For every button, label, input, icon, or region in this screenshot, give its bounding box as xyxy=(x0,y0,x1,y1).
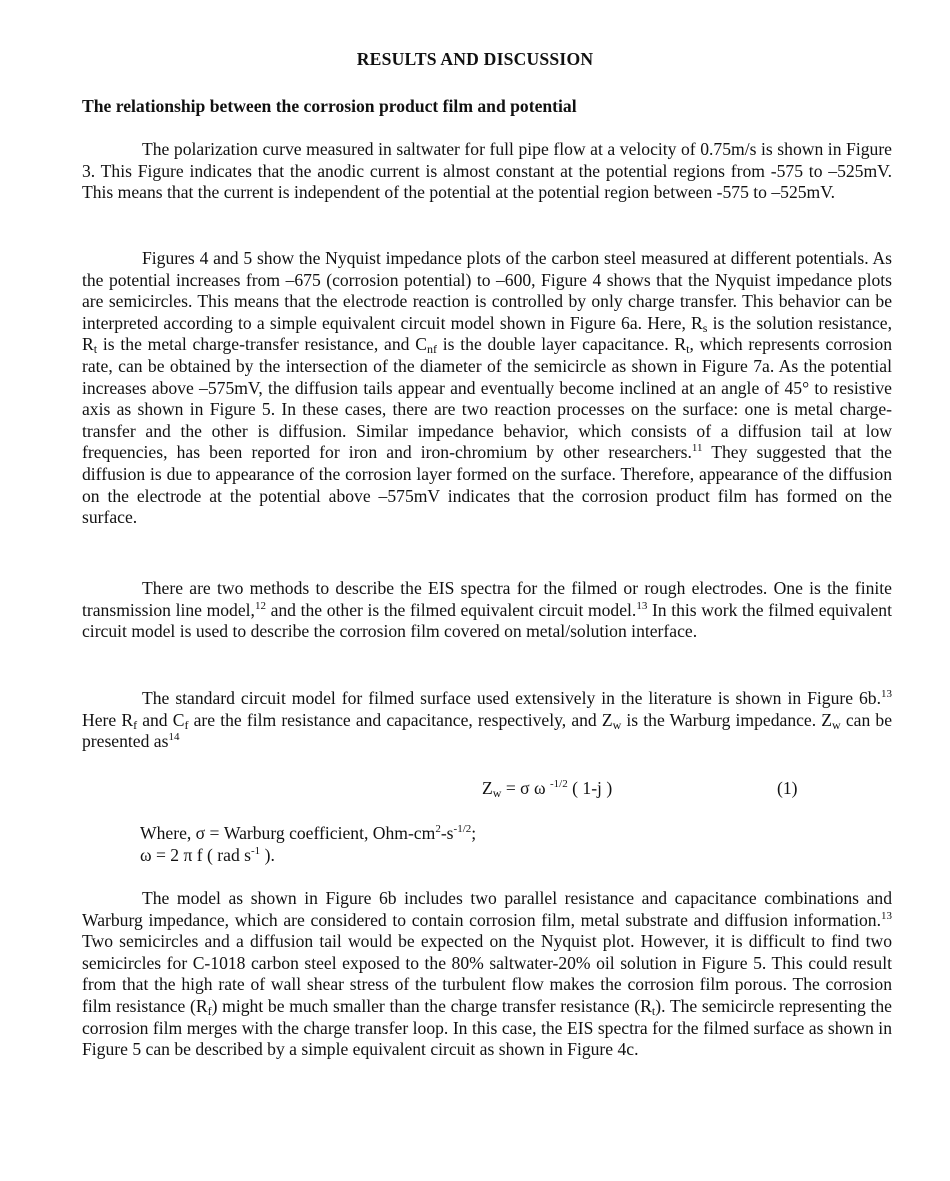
paragraph-polarization: The polarization curve measured in saltwater for full pipe flow at a velocity of 0.75m/s is shown in Figure 3. This Figure indicates that the anodic current is almost constant at the potential regions from -575 to –525mV. This means that the current is independent of the potential at the potential region between -575 to –525mV. xyxy=(82,139,892,203)
paragraph-nyquist: Figures 4 and 5 show the Nyquist impedance plots of the carbon steel measured at different potentials. As the potential increases from –675 (corrosion potential) to –600, Figure 4 shows that the Nyquist impedance plots are semicircles. This means that the electrode reaction is controlled by only charge transfer. This behavior can be interpreted according to a simple equivalent circuit model shown in Figure 6a. Here, $R_s$ is the solution resistance, $R_t$ is the metal charge-transfer resistance, and $C_{nf}$ is the double layer capacitance. $R_t$, which represents corrosion rate, can be obtained by the intersection of the diameter of the semicircle as shown in Figure 7a. As the potential increases above –575mV, the diffusion tails appear and eventually become inclined at an angle of 45° to resistive axis as shown in Figure 5. In these cases, there are two reaction processes on the surface: one is metal charge-transfer and the other is diffusion. Similar impedance behavior, which consists of a diffusion tail at low frequencies, has been reported for iron and iron-chromium by other researchers.$^{11}$ They suggested that the diffusion is due to appearance of the corrosion layer formed on the surface. Therefore, appearance of the diffusion on the electrode at the potential above –575mV indicates that the corrosion product film has formed on the surface. xyxy=(82,248,892,528)
equation-warburg xyxy=(82,778,892,802)
citation-14: 14 xyxy=(168,731,180,744)
citation-11: 11 xyxy=(691,442,703,455)
definition-omega: ω = 2 π f ( rad $s^{-1}$ ). xyxy=(140,844,275,865)
definition-sigma: Where, σ = Warburg coefficient, Ohm-$cm^2-s^{-1/2}$; xyxy=(140,823,477,843)
citation-13: 13 xyxy=(881,688,892,700)
citation-13: 13 xyxy=(636,599,648,612)
subsection-title: The relationship between the corrosion product film and potential xyxy=(82,96,577,116)
paragraph-model-discussion: The model as shown in Figure 6b includes two parallel resistance and capacitance combinations and Warburg impedance, which are considered to contain corrosion film, metal substrate and diffusion information.$^{13}$ Two semicircles and a diffusion tail would be expected on the Nyquist plot. However, it is difficult to find two semicircles for C-1018 carbon steel exposed to the 80% saltwater-20% oil solution in Figure 5. This could result from that the high rate of wall shear stress of the turbulent flow makes the corrosion film porous. The corrosion film resistance $(R_f)$ might be much smaller than the charge transfer resistance $(R_t)$. The semicircle representing the corrosion film merges with the charge transfer loop. In this case, the EIS spectra for the filmed surface as shown in Figure 5 can be described by a simple equivalent circuit as shown in Figure 4c. xyxy=(82,888,892,1060)
section-title: RESULTS AND DISCUSSION xyxy=(356,49,594,69)
paragraph-eis-methods: There are two methods to describe the EIS spectra for the filmed or rough electrodes. One is the finite transmission line model,$^{12}$ and the other is the filmed equivalent circuit model.$^{13}$ In this work the filmed equivalent circuit model is used to describe the corrosion film covered on metal/solution interface. xyxy=(82,578,892,642)
equation-definitions xyxy=(140,823,476,866)
equation-body: $Z_w = \sigma$ ω $^{-1/2}$ ( 1-j ) xyxy=(482,778,613,800)
equation-number: (1) xyxy=(777,778,798,798)
paragraph-standard-circuit: The standard circuit model for filmed surface used extensively in the literature is shown in Figure 6b.$^{13}$ Here $R_f$ and $C_f$ are the film resistance and capacitance, respectively, and $Z_w$ is the Warburg impedance. $Z_w$ can be presented $as^{14}$ xyxy=(82,688,892,752)
citation-12: 12 xyxy=(254,599,266,612)
citation-13: 13 xyxy=(881,909,892,922)
